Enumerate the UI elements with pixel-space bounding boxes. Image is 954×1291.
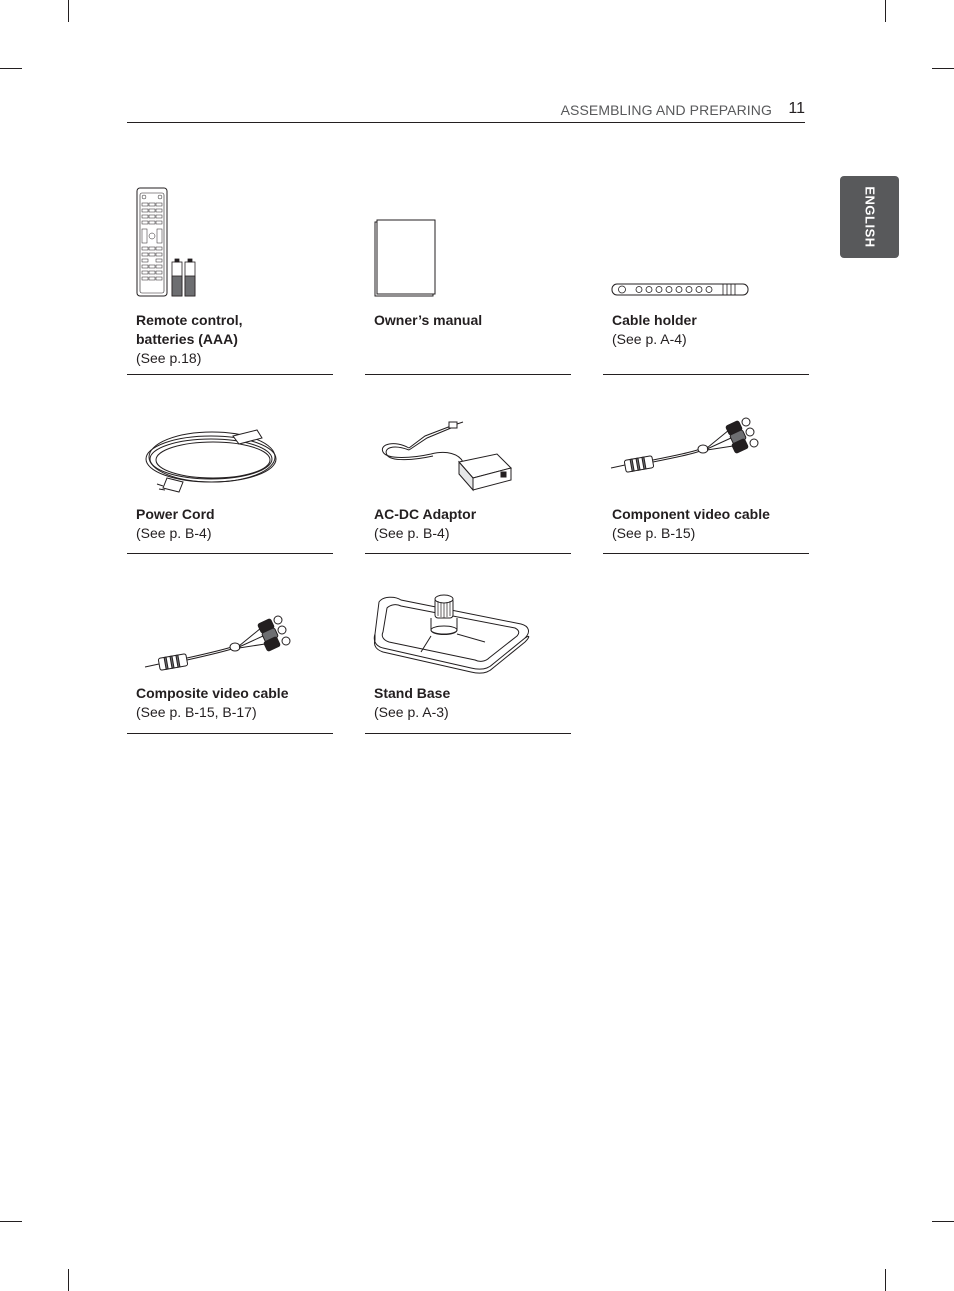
item-name: Remote control, batteries (AAA) [136,312,243,347]
language-tab [840,176,899,258]
crop-mark [932,68,954,69]
item-name: Component video cable [612,506,770,522]
item-name: AC-DC Adaptor [374,506,477,522]
accessory-composite-video-cable [127,590,333,734]
crop-mark [885,0,886,22]
item-name: Cable holder [612,312,697,328]
accessory-stand-base [365,590,571,734]
language-label: ENGLISH [862,186,877,248]
item-reference: (See p. B-15, B-17) [136,704,257,720]
item-name: Stand Base [374,685,451,701]
page-number: 11 [788,100,805,117]
cable-holder-illustration [603,180,809,300]
composite-cable-illustration [127,590,333,680]
accessory-owners-manual [365,180,571,375]
crop-mark [68,0,69,22]
power-cord-illustration [127,400,333,500]
item-name: Power Cord [136,506,215,522]
manual-illustration [365,180,571,300]
accessory-ac-dc-adaptor [365,400,571,554]
section-title: ASSEMBLING AND PREPARING [560,102,772,118]
crop-mark [68,1269,69,1291]
stand-base-illustration [365,590,571,680]
accessory-cable-holder [603,180,809,375]
item-reference: (See p. A-3) [374,704,449,720]
remote-control-illustration [127,180,333,300]
item-reference: (See p. B-15) [612,525,696,541]
item-reference: (See p. B-4) [374,525,450,541]
crop-mark [0,68,22,69]
crop-mark [0,1221,22,1222]
component-cable-illustration [603,400,809,500]
item-name: Composite video cable [136,685,289,701]
battery-icon [172,259,195,296]
item-reference: (See p. A-4) [612,331,687,347]
crop-mark [932,1221,954,1222]
accessory-power-cord [127,400,333,554]
item-name: Owner’s manual [374,312,483,328]
adaptor-illustration [365,400,571,500]
item-reference: (See p. B-4) [136,525,212,541]
accessory-component-video-cable [603,400,809,554]
running-header [127,100,805,123]
accessory-remote-control [127,180,333,375]
crop-mark [885,1269,886,1291]
item-reference: (See p.18) [136,350,202,366]
